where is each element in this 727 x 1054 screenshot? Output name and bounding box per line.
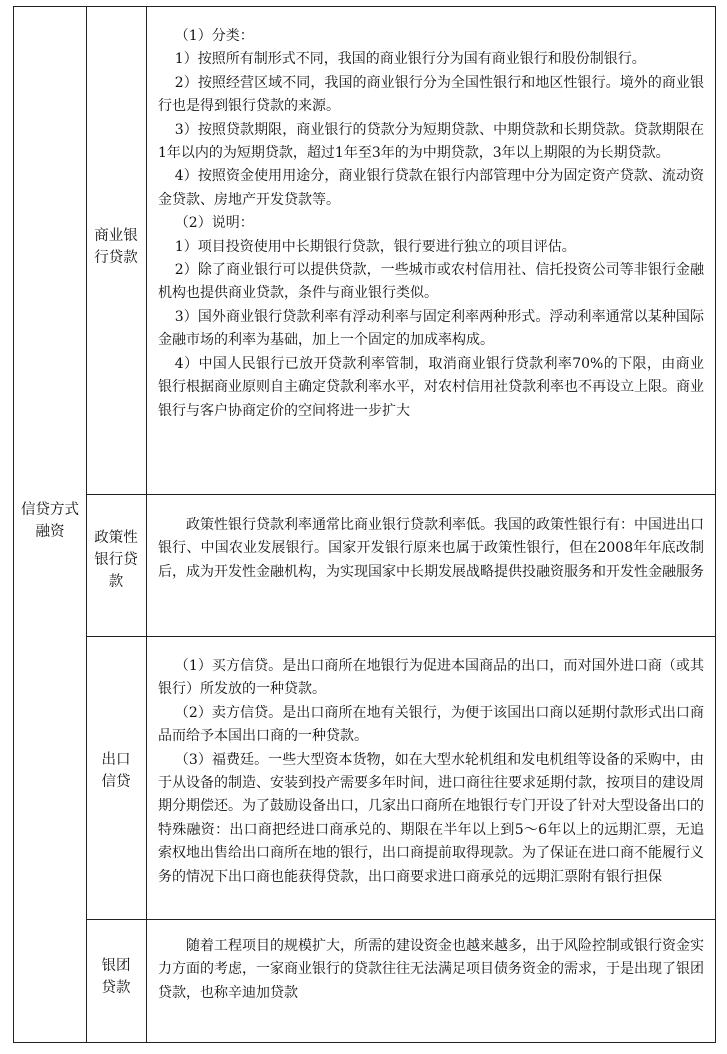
paragraph: 1）项目投资使用中长期银行贷款，银行要进行独立的项目评估。 — [174, 238, 576, 255]
row-content-syndicated-loan — [158, 935, 704, 1005]
category-label: 信贷方式融资 — [21, 502, 79, 540]
row-label-syndicated-loan: 银团贷款 — [101, 958, 131, 996]
row-content-export-credit — [158, 655, 704, 889]
paragraph: 1）按照所有制形式不同，我国的商业银行分为国有商业银行和股份制银行。 — [174, 51, 646, 68]
paragraph: （1）买方信贷。是出口商所在地银行为促进本国商品的出口，而对国外进口商（或其银行）所发放的一种贷款。 — [158, 658, 704, 698]
paragraph: 4）中国人民银行已放开贷款利率管制，取消商业银行贷款利率70%的下限，由商业银行根据商业原则自主确定贷款利率水平，对农村信用社贷款利率也不再设立上限。商业银行与客户协商定价的空间将进一步扩大 — [158, 355, 704, 419]
column-divider-1 — [86, 7, 87, 1042]
row-divider-2 — [86, 636, 715, 637]
paragraph: （3）福费廷。一些大型资本货物，如在大型水轮机组和发电机组等设备的采购中，由于从设备的制造、安装到投产需要多年时间，进口商往往要求延期付款，按项目的建设周期分期偿还。为了鼓励设备出口，几家出口商所在地银行专门开设了针对大型设备出口的特殊融资：出口商把经进口商承兑的、期限在半年以上到5～6年以上的远期汇票，无追索权地出售给出口商所在地的银行，出口商提前取得现款。为了保证在进口商不能履行义务的情况下出口商也能获得贷款，出口商要求进口商承兑的远期汇票附有银行担保 — [158, 751, 704, 885]
paragraph: 政策性银行贷款利率通常比商业银行贷款利率低。我国的政策性银行有：中国进出口银行、中国农业发展银行。国家开发银行原来也属于政策性银行，但在2008年年底改制后，成为开发性金融机构，为实现国家中长期发展战略提供投融资服务和开发性金融服务 — [158, 517, 704, 580]
paragraph: （2）卖方信贷。是出口商所在地有关银行，为便于该国出口商以延期付款形式出口商品而给予本国出口商的一种贷款。 — [158, 704, 704, 745]
paragraph: 2）除了商业银行可以提供贷款，一些城市或农村信用社、信托投资公司等非银行金融机构也提供商业贷款，条件与商业银行类似。 — [158, 262, 704, 302]
row-content-policy-bank-loan — [158, 514, 704, 584]
row-divider-1 — [86, 494, 715, 495]
row-divider-3 — [86, 919, 715, 920]
row-label-export-credit: 出口信贷 — [101, 752, 131, 790]
row-label-policy-bank-loan: 政策性银行贷款 — [94, 530, 138, 590]
paragraph: 3）按照贷款期限，商业银行的贷款分为短期贷款、中期贷款和长期贷款。贷款期限在1年以内的为短期贷款，超过1年至3年的为中期贷款，3年以上期限的为长期贷款。 — [158, 121, 704, 162]
paragraph: （2）说明： — [174, 215, 254, 232]
row-content-commercial-bank-loan — [158, 25, 704, 423]
row-label-commercial-bank-loan: 商业银行贷款 — [94, 228, 138, 266]
paragraph: 3）国外商业银行贷款利率有浮动利率与固定利率两种形式。浮动利率通常以某种国际金融市场的利率为基础，加上一个固定的加成率构成。 — [158, 308, 704, 349]
financing-table — [13, 6, 716, 1043]
paragraph: 4）按照资金使用用途分，商业银行贷款在银行内部管理中分为固定资产贷款、流动资金贷款、房地产开发贷款等。 — [158, 168, 704, 208]
column-divider-2 — [146, 7, 147, 1042]
paragraph: （1）分类： — [174, 28, 254, 44]
paragraph: 随着工程项目的规模扩大，所需的建设资金也越来越多，出于风险控制或银行资金实力方面的考虑，一家商业银行的贷款往往无法满足项目债务资金的需求，于是出现了银团贷款，也称辛迪加贷款 — [158, 938, 704, 1001]
paragraph: 2）按照经营区域不同，我国的商业银行分为全国性银行和地区性银行。境外的商业银行也是得到银行贷款的来源。 — [158, 74, 704, 115]
